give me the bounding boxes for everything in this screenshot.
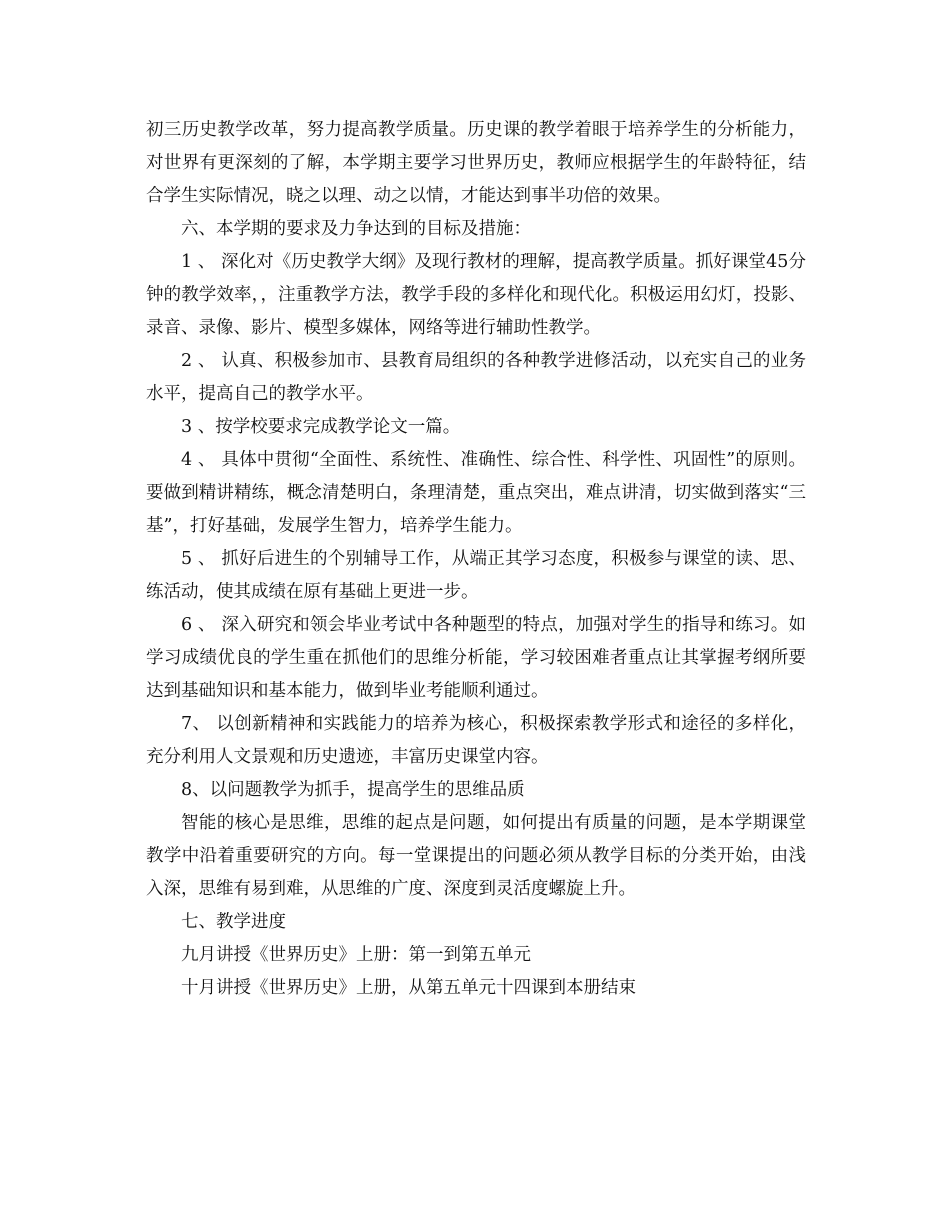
goal-item-2: 2 、 认真、积极参加市、县教育局组织的各种教学进修活动，以充实自己的业务水平，提高自己的教学水平。 — [146, 351, 806, 404]
paragraph-intro-continuation: 初三历史教学改革，努力提高教学质量。历史课的教学着眼于培养学生的分析能力，对世界有更深刻的了解，本学期主要学习世界历史，教师应根据学生的年龄特征，结合学生实际情况，晓之以理、动之以情，才能达到事半功倍的效果。 — [146, 120, 806, 206]
goal-item-3: 3 、按学校要求完成教学论文一篇。 — [181, 417, 461, 437]
goal-item-8: 8、以问题教学为抓手，提高学生的思维品质 — [181, 780, 525, 800]
section-heading-goals: 六、本学期的要求及力争达到的目标及措施： — [181, 219, 531, 239]
schedule-october: 十月讲授《世界历史》上册，从第五单元十四课到本册结束 — [181, 978, 636, 998]
document-body — [146, 114, 806, 1005]
goal-item-8-detail: 智能的核心是思维，思维的起点是问题，如何提出有质量的问题，是本学期课堂教学中沿着重要研究的方向。每一堂课提出的问题必须从教学目标的分类开始，由浅入深，思维有易到难，从思维的广度、深度到灵活度螺旋上升。 — [146, 813, 806, 899]
goal-item-1: 1 、 深化对《历史教学大纲》及现行教材的理解，提高教学质量。抓好课堂45分钟的教学效率，，注重教学方法，教学手段的多样化和现代化。积极运用幻灯，投影、录音、录像、影片、模型多媒体，网络等进行辅助性教学。 — [146, 252, 806, 338]
goal-item-7: 7、 以创新精神和实践能力的培养为核心，积极探索教学形式和途径的多样化，充分利用人文景观和历史遗迹，丰富历史课堂内容。 — [146, 714, 806, 767]
section-heading-schedule: 七、教学进度 — [181, 912, 286, 932]
schedule-september: 九月讲授《世界历史》上册：第一到第五单元 — [181, 945, 531, 965]
goal-item-6: 6 、 深入研究和领会毕业考试中各种题型的特点，加强对学生的指导和练习。如学习成绩优良的学生重在抓他们的思维分析能，学习较困难者重点让其掌握考纲所要达到基础知识和基本能力，做到毕业考能顺利通过。 — [146, 615, 806, 701]
goal-item-4: 4 、 具体中贯彻“全面性、系统性、准确性、综合性、科学性、巩固性”的原则。要做到精讲精练，概念清楚明白，条理清楚，重点突出，难点讲清，切实做到落实“三基”，打好基础，发展学生智力，培养学生能力。 — [146, 450, 806, 536]
goal-item-5: 5 、 抓好后进生的个别辅导工作，从端正其学习态度，积极参与课堂的读、思、练活动，使其成绩在原有基础上更进一步。 — [146, 549, 806, 602]
